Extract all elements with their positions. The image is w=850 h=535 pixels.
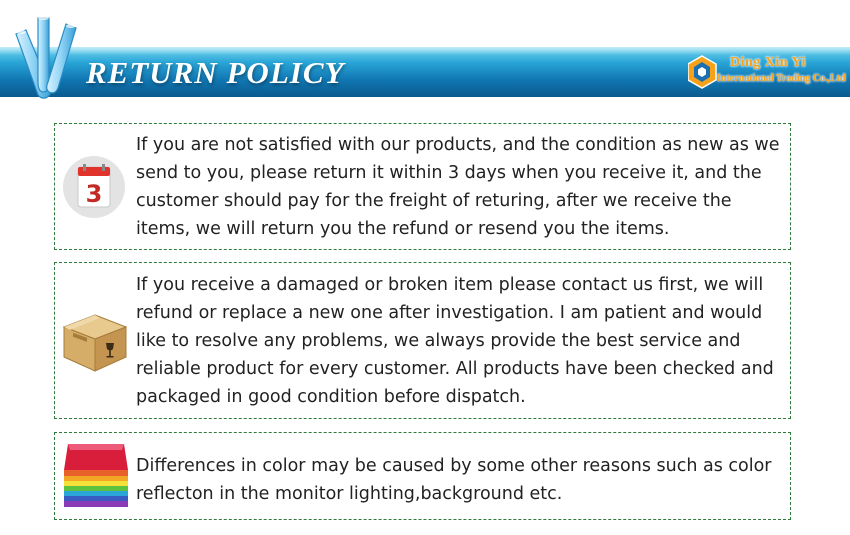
test-tubes-icon (8, 10, 88, 100)
package-box-icon (60, 305, 130, 375)
policy-text-return: If you are not satisfied with our products, and the condition as new as we send to you, please return it within 3 days when you receive it, and the customer should pay for the freight of returing, after we receive the items, we will return you the refund or resend you the items. (136, 135, 780, 239)
color-swatch-icon (62, 440, 130, 510)
calendar-icon (60, 155, 128, 219)
logo-company-subtitle: International Trading Co.,Ltd (717, 73, 846, 84)
calendar-day-label: 3 (85, 180, 103, 208)
logo-company-name: Ding Xin Yi (730, 55, 807, 70)
policy-text-damaged: If you receive a damaged or broken item please contact us first, we will refund or replace a new one after investigation. I am patient and would like to resolve any problems, we always provide the best service and reliable product for every customer. All products have been checked and packaged in good condition before dispatch. (136, 275, 774, 407)
page-title: RETURN POLICY (86, 55, 345, 90)
policy-text-color: Differences in color may be caused by some other reasons such as color reflecton in the monitor lighting,background etc. (136, 456, 772, 504)
